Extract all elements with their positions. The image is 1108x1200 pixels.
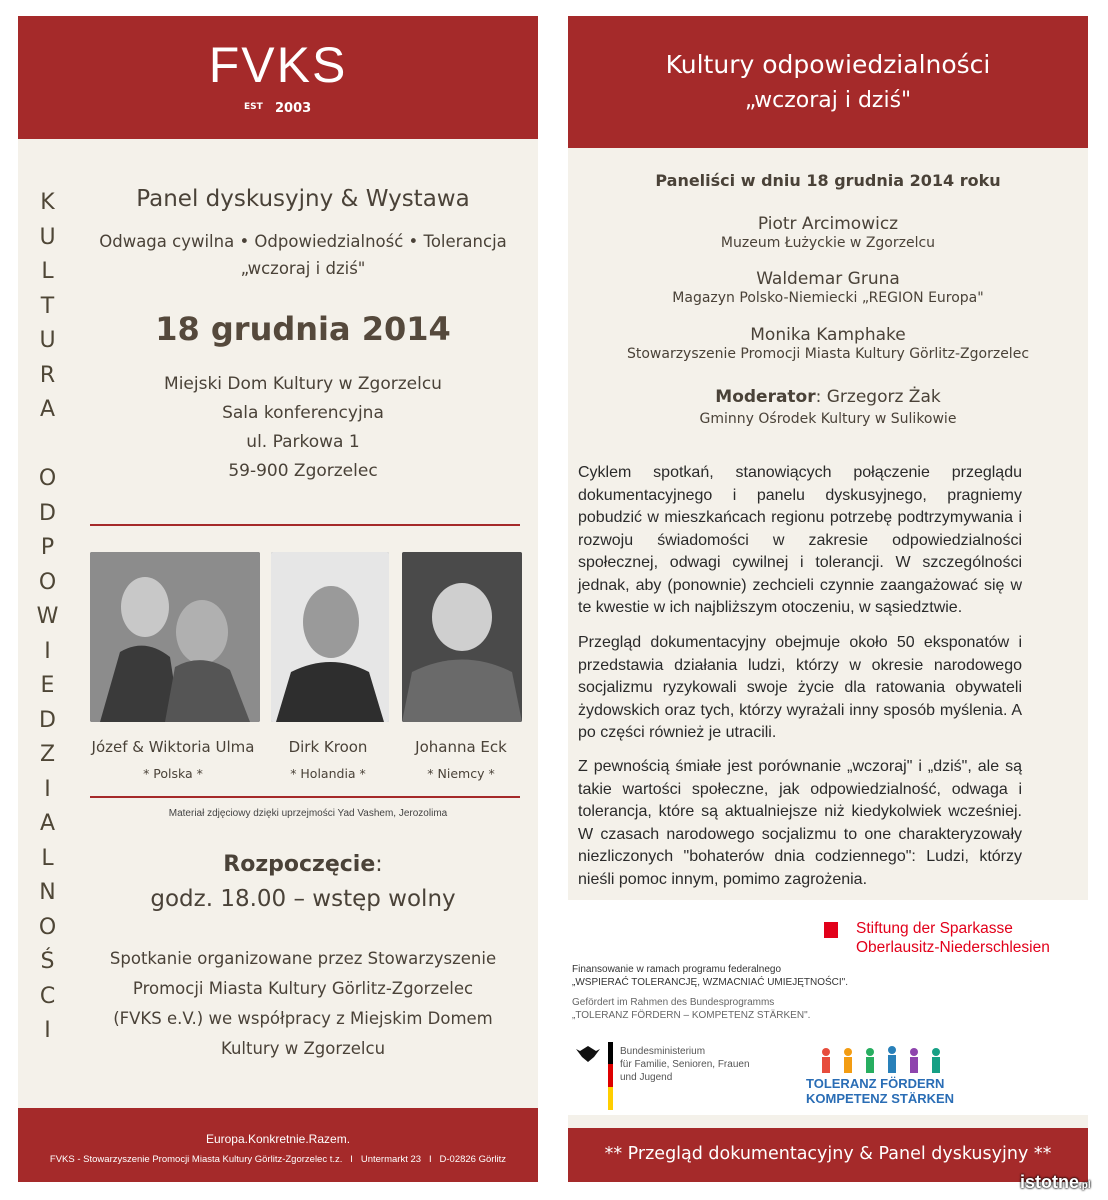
vertical-letter: I: [44, 638, 52, 664]
watermark-suffix: .pl: [1079, 1180, 1091, 1191]
photo-kroon-image: [271, 552, 389, 722]
photo-eck-image: [402, 552, 522, 722]
vertical-letter: E: [40, 673, 56, 698]
vertical-letter: P: [40, 535, 56, 560]
toleranz-figures-icon: [808, 1044, 968, 1074]
vertical-letter: N: [39, 880, 57, 905]
event-heading: Panel dyskusyjny & Wystawa: [136, 186, 470, 212]
venue-line: Sala konferencyjna: [222, 403, 384, 423]
vertical-letter: U: [39, 224, 57, 250]
photo-credit: Materiał zdjęciowy dzięki uprzejmości Yad Vashem, Jerozolima: [168, 808, 448, 819]
vertical-letter: W: [36, 604, 60, 629]
panelist-org: Muzeum Łużyckie w Zgorzelcu: [720, 235, 936, 251]
organizer-line: Spotkanie organizowane przez Stowarzyszenie: [109, 949, 497, 968]
event-date: 18 grudnia 2014: [155, 310, 451, 348]
person-country: * Holandia *: [290, 766, 366, 781]
vertical-letter: A: [39, 811, 57, 836]
vertical-letter: Z: [39, 742, 57, 767]
left-footer-bar: [18, 1108, 538, 1182]
watermark-main: istotne: [1020, 1172, 1080, 1192]
funding-de-2: „TOLERANZ FÖRDERN – KOMPETENZ STÄRKEN".: [572, 1010, 811, 1021]
venue-line: 59-900 Zgorzelec: [228, 461, 378, 481]
ministry-line: und Jugend: [620, 1072, 673, 1083]
vertical-letter: D: [39, 500, 57, 526]
vertical-letter: I: [44, 776, 52, 802]
organizer-line: (FVKS e.V.) we współpracy z Miejskim Domem: [113, 1009, 493, 1028]
right-header-bar: [568, 16, 1088, 148]
photo-eck: [402, 552, 522, 722]
start-time: godz. 18.00 – wstęp wolny: [150, 886, 456, 912]
watermark: [1020, 1172, 1091, 1193]
panelist-org: Stowarzyszenie Promocji Miasta Kultury Görlitz-Zgorzelec: [626, 346, 1030, 362]
person-name: Dirk Kroon: [288, 738, 368, 756]
organizer-line: Kultury w Zgorzelcu: [220, 1039, 386, 1058]
vertical-letter: D: [39, 707, 57, 733]
event-subtitle: „wczoraj i dziś": [240, 259, 366, 278]
vertical-letter: A: [39, 397, 57, 422]
person-name: Józef & Wiktoria Ulma: [91, 738, 255, 756]
ministry-line: für Familie, Senioren, Frauen: [620, 1059, 750, 1070]
vertical-letter: I: [44, 1018, 52, 1043]
panelists-heading: Paneliści w dniu 18 grudnia 2014 roku: [655, 171, 1001, 190]
photo-ulma-image: [90, 552, 260, 722]
person-country: * Polska *: [143, 766, 203, 781]
left-flyer-panel: [18, 16, 538, 1182]
organizer-line: Promocji Miasta Kultury Görlitz-Zgorzelec: [132, 979, 474, 998]
fvks-logo-header: [18, 16, 538, 139]
person-country: * Niemcy *: [427, 766, 495, 781]
moderator-line: [568, 387, 1088, 407]
sparkasse-line-2: Oberlausitz-Niederschlesien: [856, 939, 1050, 956]
moderator-label: Moderator: [715, 387, 816, 407]
est-year: 2003: [275, 101, 312, 116]
toleranz-line-2: KOMPETENZ STÄRKEN: [806, 1091, 955, 1106]
sparkasse-line-1: Stiftung der Sparkasse: [856, 920, 1013, 937]
right-footer-bar: [568, 1128, 1088, 1182]
right-footer-text: ** Przegląd dokumentacyjny & Panel dyskusyjny **: [604, 1144, 1052, 1164]
start-label: Rozpoczęcie: [223, 852, 376, 877]
vertical-letter: O: [38, 914, 58, 940]
paragraph-1: Cyklem spotkań, stanowiących połączenie przeglądu dokumentacyjnego i panelu dyskusyjnego, pragniemy pobudzić w mieszkańcach regionu potrzebę podtrzymywania i rozwoju świadomości w zakresie odpowiedzialności społecznej, odwagi cywilnej i tolerancji. W szczególności jednak, aby (ponownie) zechcieli czynnie zaangażować się w te kwestie w ich najbliższym otoczeniu, w sąsiedztwie.: [578, 464, 1022, 616]
vertical-letter: O: [38, 466, 58, 491]
person-name: Johanna Eck: [415, 738, 507, 756]
panelist-name: Waldemar Gruna: [756, 269, 900, 289]
vertical-title: [28, 186, 68, 1049]
ministry-line: Bundesministerium: [620, 1046, 706, 1057]
est-label: EST: [244, 102, 263, 112]
toleranz-line-1: TOLERANZ FÖRDERN: [806, 1076, 945, 1091]
ministry-block: [620, 1045, 750, 1084]
panelist-name: Monika Kamphake: [750, 325, 906, 345]
venue-line: ul. Parkowa 1: [246, 432, 360, 452]
footer-slogan: Europa.Konkretnie.Razem.: [205, 1132, 351, 1146]
panelist-org: Magazyn Polsko-Niemiecki „REGION Europa": [672, 290, 984, 306]
fvks-logo-text: FVKS: [208, 37, 348, 93]
eagle-icon: [574, 1045, 602, 1063]
moderator-org: Gminny Ośrodek Kultury w Sulikowie: [699, 411, 957, 427]
right-subtitle: „wczoraj i dziś": [744, 88, 912, 113]
vertical-letter: R: [39, 362, 57, 388]
divider-top: [90, 524, 520, 526]
vertical-letter: [28, 428, 68, 463]
paragraph-3: Z pewnością śmiałe jest porównanie „wczoraj" i „dziś", ale są takie wartości społeczne, jak odpowiedzialność, odwaga i tolerancja, które są aktualniejsze niż kiedykolwiek wcześniej. W czasach narodowego socjalizmu to one charakteryzowały niezliczonych "bohaterów dnia codziennego": Ludzi, którzy nieśli pomoc innym, pomimo zagrożenia.: [578, 758, 1022, 888]
venue-block: [68, 370, 538, 486]
photo-ulma: [90, 552, 260, 722]
german-flag-bar: [608, 1042, 613, 1110]
footer-address: FVKS - Stowarzyszenie Promocji Miasta Kultury Görlitz-Zgorzelec t.z. I Untermarkt 23 I D-02826 Görlitz: [49, 1154, 507, 1165]
start-heading: [68, 852, 538, 877]
photo-kroon: [271, 552, 389, 722]
values-line: Odwaga cywilna • Odpowiedzialność • Tolerancja: [99, 232, 507, 251]
organizer-block: [68, 944, 538, 1064]
vertical-letter: Ś: [40, 949, 56, 974]
vertical-letter: T: [40, 293, 56, 319]
divider-bottom: [90, 796, 520, 798]
venue-line: Miejski Dom Kultury w Zgorzelcu: [164, 374, 442, 394]
funding-de-1: Gefördert im Rahmen des Bundesprogramms: [572, 997, 775, 1008]
vertical-letter: L: [41, 845, 55, 871]
start-colon: :: [375, 852, 383, 877]
vertical-letter: L: [41, 259, 55, 284]
sponsor-area: [568, 900, 1088, 1115]
moderator-name: : Grzegorz Żak: [815, 387, 941, 407]
panelist-name: Piotr Arcimowicz: [757, 214, 899, 234]
right-title: Kultury odpowiedzialności: [665, 50, 991, 79]
funding-pl-2: „WSPIERAĆ TOLERANCJĘ, WZMACNIAĆ UMIEJĘTNOŚCI".: [572, 977, 848, 988]
paragraph-2: Przegląd dokumentacyjny obejmuje około 50 eksponatów i przedstawia działania ludzi, którzy w okresie narodowego socjalizmu ryzykowali swoje życie dla ratowania obywateli żydowskich oraz tych, którzy wyrażali inny sposób myślenia. A po części również je utracili.: [578, 634, 1022, 741]
sparkasse-logo-icon: [824, 922, 838, 938]
vertical-letter: O: [38, 569, 58, 595]
vertical-letter: U: [39, 328, 57, 353]
funding-pl-1: Finansowanie w ramach programu federalnego: [572, 964, 782, 975]
vertical-letter: C: [39, 983, 57, 1009]
vertical-letter: K: [40, 190, 56, 215]
